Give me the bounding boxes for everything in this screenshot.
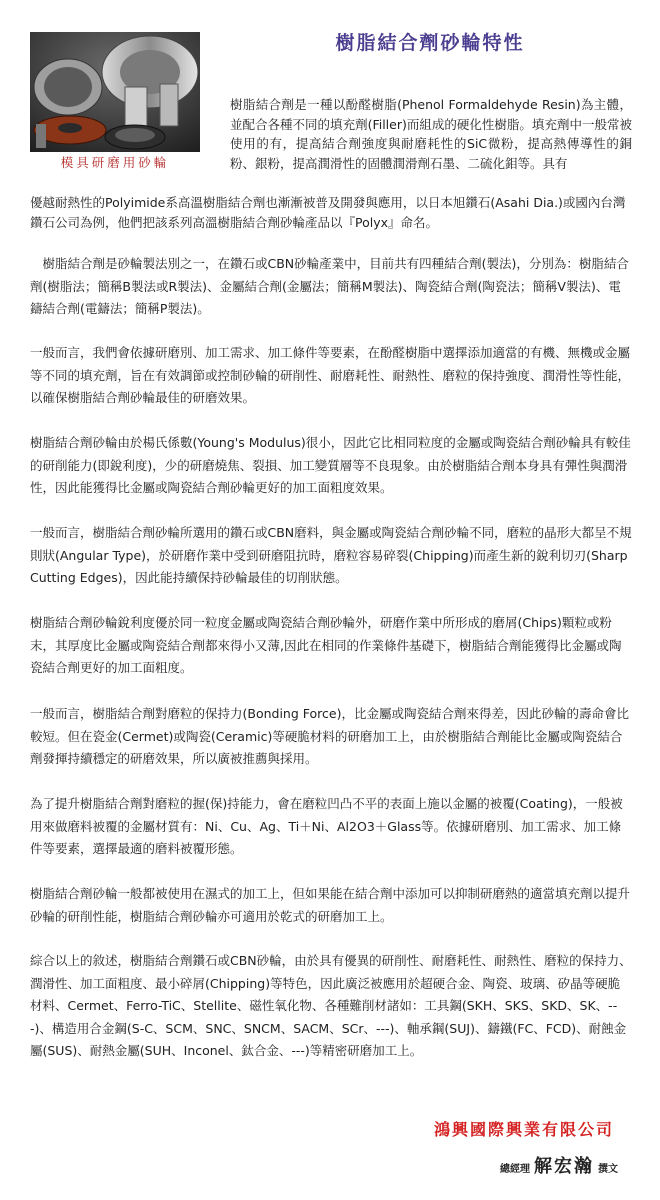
author-signature [500, 1152, 618, 1178]
body-paragraph: 樹脂結合劑砂輪銳利度優於同一粒度金屬或陶瓷結合劑砂輪外，研磨作業中所形成的磨屑(Chips)顆粒或粉末，其厚度比金屬或陶瓷結合劑都來得小又薄,因此在相同的作業條件基礎下，樹脂結合劑能獲得比金屬或陶瓷結合劑更好的加工面粗度。 [30, 615, 622, 675]
body-paragraph: 樹脂結合劑砂輪一般都被使用在濕式的加工上，但如果能在結合劑中添加可以抑制研磨熱的適當填充劑以提升砂輪的研削性能，樹脂結合劑砂輪亦可適用於乾式的研磨加工上。 [30, 886, 631, 924]
page-title: 樹脂結合劑砂輪特性 [335, 32, 525, 54]
intro-paragraph-continued: 優越耐熱性的Polyimide系高溫樹脂結合劑也漸漸被普及開發與應用，以日本旭鑽石(Asahi Dia.)或國內台灣鑽石公司為例，他們把該系列高溫樹脂結合劑砂輪產品以『Polyx』命名。 [30, 195, 626, 230]
intro-paragraph: 樹脂結合劑是一種以酚醛樹脂(Phenol Formaldehyde Resin)為主體，並配合各種不同的填充劑(Filler)而組成的硬化性樹脂。填充劑中一般常被使用的有，提高結合劑強度與耐磨耗性的SiC微粉，提高熱傳導性的銅粉、銀粉，提高潤滑性的固體潤滑劑石墨、二硫化鉬等。具有 [230, 97, 632, 171]
body-paragraph: 一般而言，樹脂結合劑對磨粒的保持力(Bonding Force)，比金屬或陶瓷結合劑來得差，因此砂輪的壽命會比較短。但在瓷金(Cermet)或陶瓷(Ceramic)等硬脆材料的研磨加工上，由於樹脂結合劑能比金屬或陶瓷結合劑發揮持續穩定的研磨效果，所以廣被推薦與採用。 [30, 706, 629, 766]
body-paragraph: 一般而言，樹脂結合劑砂輪所選用的鑽石或CBN磨料，與金屬或陶瓷結合劑砂輪不同，磨粒的晶形大都呈不規則狀(Angular Type)，於研磨作業中受到研磨阻抗時，磨粒容易碎裂(Chipping)而產生新的銳利切刃(Sharp Cutting Edges)，因此能持續保持砂輪最佳的切削狀態。 [30, 525, 632, 585]
company-name: 鴻興國際興業有限公司 [433, 1120, 614, 1139]
grinding-wheels-photo [30, 32, 200, 152]
author-suffix: 撰文 [598, 1164, 618, 1175]
body-paragraph: 樹脂結合劑砂輪由於楊氏係數(Young's Modulus)很小，因此它比相同粒度的金屬或陶瓷結合劑砂輪具有較佳的研削能力(即銳利度)，少的研磨燒焦、裂損、加工變質層等不良現象。由於樹脂結合劑本身具有彈性與潤滑性，因此能獲得比金屬或陶瓷結合劑砂輪更好的加工面粗度效果。 [30, 435, 631, 495]
body-paragraph: 為了提升樹脂結合劑對磨粒的握(保)持能力，會在磨粒凹凸不平的表面上施以金屬的被覆(Coating)，一般被用來做磨料被覆的金屬材質有：Ni、Cu、Ag、Ti＋Ni、Al2O3＋Glass等。依據研磨別、加工需求、加工條件等要素，選擇最適的磨料被覆形態。 [30, 796, 623, 856]
author-role: 總經理 [500, 1164, 530, 1175]
body-paragraph: 一般而言，我們會依據研磨別、加工需求、加工條件等要素，在酚醛樹脂中選擇添加適當的有機、無機或金屬等不同的填充劑，旨在有效調節或控制砂輪的研削性、耐磨耗性、耐熱性、磨粒的保持強度、潤滑性等性能，以確保樹脂結合劑砂輪最佳的研磨效果。 [30, 345, 631, 405]
body-paragraph: 綜合以上的敘述，樹脂結合劑鑽石或CBN砂輪，由於具有優異的研削性、耐磨耗性、耐熱性、磨粒的保持力、潤滑性、加工面粗度、最小碎屑(Chipping)等特色，因此廣泛被應用於超硬合金、陶瓷、玻璃、矽晶等硬脆材料、Cermet、Ferro-TiC、Stellite、磁性氧化物、各種難削材諸如：工具鋼(SKH、SKS、SKD、SK、---)、構造用合金鋼(S-C、SCM、SNC、SNCM、SACM、SCr、---)、軸承鋼(SUJ)、鑄鐵(FC、FCD)、耐蝕金屬(SUS)、耐熱金屬(SUH、Inconel、鈦合金、---)等精密研磨加工上。 [30, 953, 632, 1058]
author-name: 解宏瀚 [534, 1156, 594, 1177]
body-paragraph: 樹脂結合劑是砂輪製法別之一，在鑽石或CBN砂輪產業中，目前共有四種結合劑(製法)，分別為：樹脂結合劑(樹脂法；簡稱B製法或R製法)、金屬結合劑(金屬法；簡稱M製法)、陶瓷結合劑(陶瓷法；簡稱V製法)、電鑄結合劑(電鑄法；簡稱P製法)。 [30, 256, 629, 316]
photo-caption: 模具研磨用砂輪 [60, 155, 170, 170]
grinding-wheels-image [30, 32, 200, 152]
